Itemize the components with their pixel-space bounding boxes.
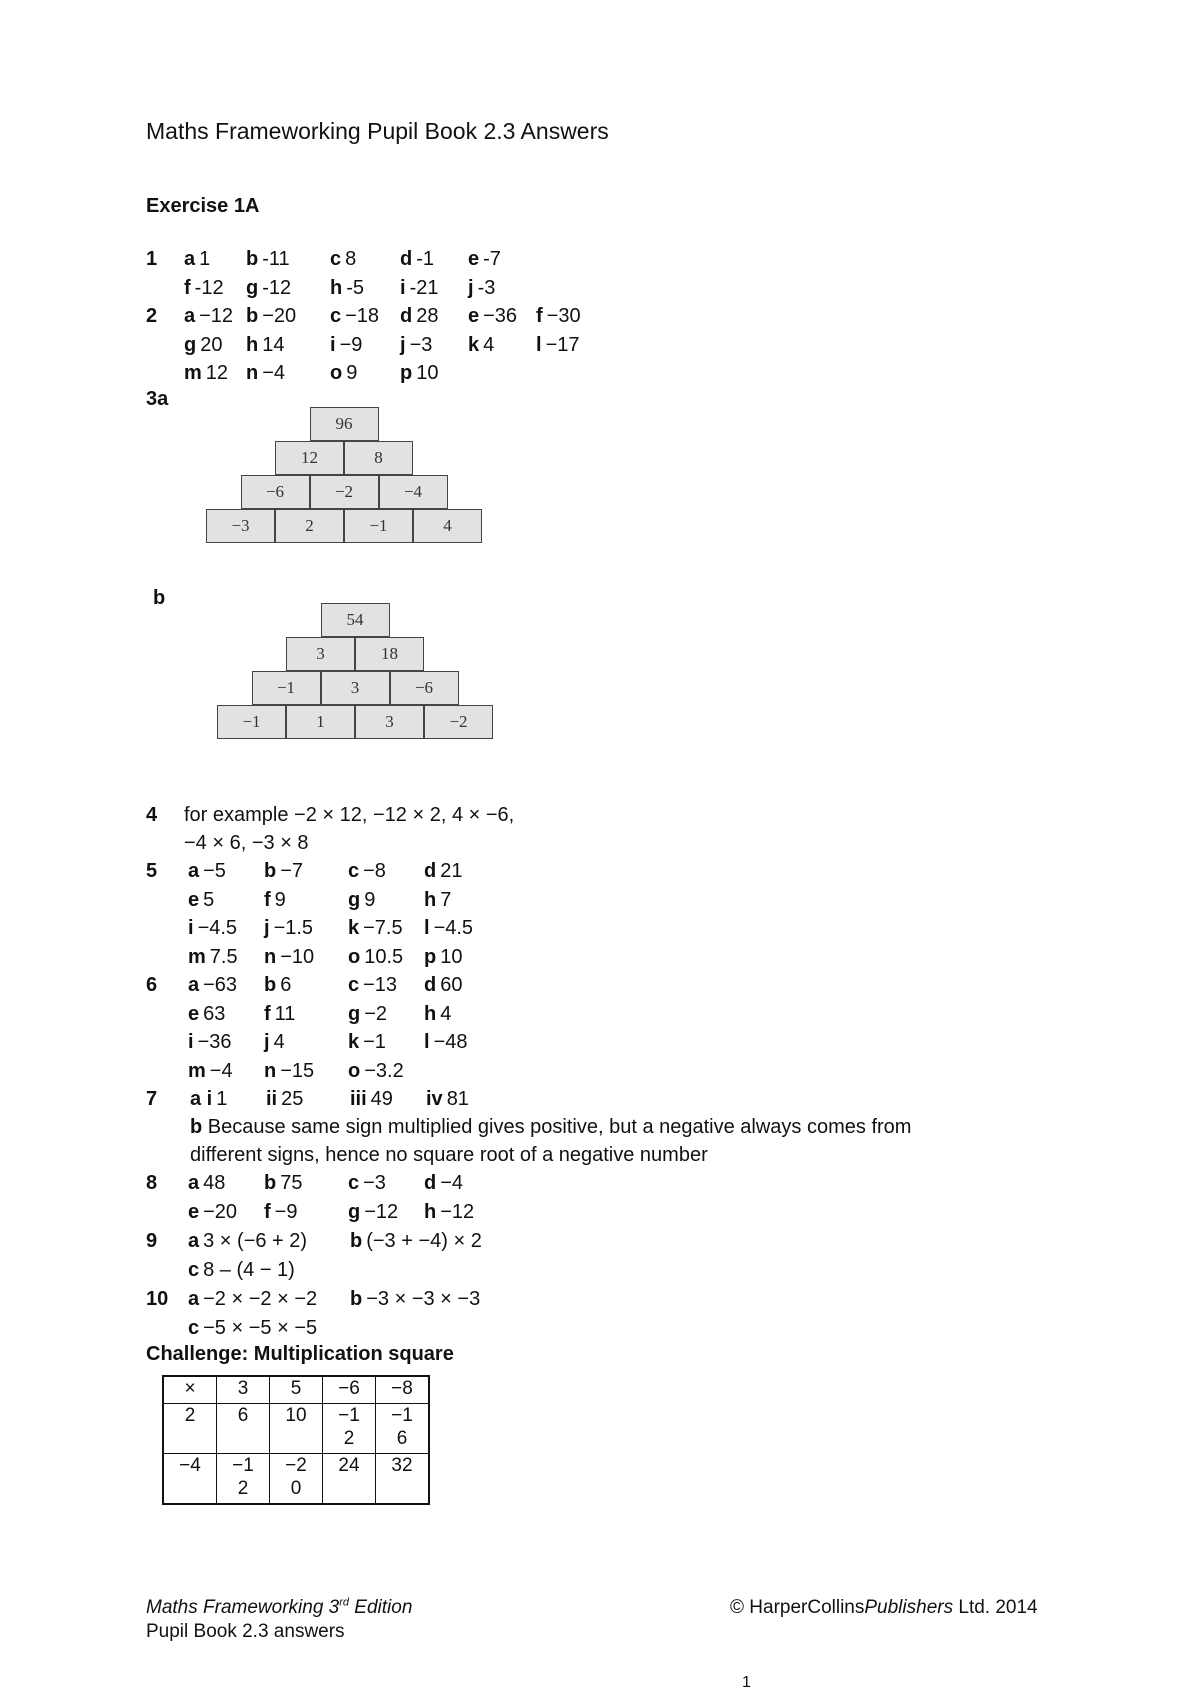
- answer-value: −5 × −5 × −5: [203, 1316, 318, 1339]
- answer-item: [424, 860, 462, 883]
- answer-item: [348, 1031, 386, 1054]
- answer-item: [424, 1172, 463, 1195]
- answer-item: [330, 277, 364, 300]
- answer-value: −8: [363, 860, 386, 882]
- answer-value: 20: [200, 333, 223, 356]
- part-label: h: [424, 1200, 437, 1223]
- answer-value: 9: [274, 888, 286, 911]
- part-label: o: [348, 945, 361, 968]
- part-label: j: [400, 333, 406, 356]
- part-label: d: [424, 974, 437, 996]
- answer-value: −48: [433, 1031, 468, 1053]
- answer-value: -3: [477, 276, 496, 299]
- answer-item: [424, 889, 451, 912]
- answer-value: −3.2: [364, 1059, 404, 1082]
- part-label: b: [264, 974, 277, 996]
- part-label: f: [536, 305, 543, 327]
- answer-item: [264, 946, 314, 969]
- answer-value: −13: [363, 974, 398, 996]
- part-label: b: [264, 860, 277, 882]
- answer-item: [246, 277, 291, 300]
- part-label: c: [330, 248, 342, 270]
- answer-value: 63: [203, 1002, 226, 1025]
- answer-value: 1: [199, 248, 211, 270]
- answer-value: 6: [280, 974, 292, 996]
- question-number: 6: [146, 974, 158, 996]
- answer-item: [348, 1172, 386, 1195]
- part-label: k: [468, 333, 480, 356]
- answer-item: [264, 889, 286, 912]
- answer-value: -12: [262, 276, 292, 299]
- pyramid-brick: 12: [275, 441, 344, 475]
- table-cell: [270, 1454, 323, 1505]
- answer-item: [188, 1230, 307, 1253]
- answer-item: [264, 917, 313, 940]
- part-label: b: [246, 305, 259, 327]
- answer-value: 10.5: [364, 945, 404, 968]
- answer-item: [188, 1172, 225, 1195]
- part-label: b: [190, 1116, 203, 1138]
- part-label: n: [246, 362, 259, 384]
- wrapped-value: −20: [285, 1455, 307, 1499]
- answer-item: [424, 1031, 468, 1054]
- answer-item: [426, 1088, 469, 1111]
- part-label: l: [424, 917, 430, 939]
- answer-value: 21: [440, 860, 463, 882]
- answer-value: 28: [416, 305, 439, 327]
- pyramid-brick: 1: [286, 705, 355, 739]
- answer-value: 1: [216, 1088, 228, 1110]
- answer-item: [246, 362, 285, 385]
- answer-item: [264, 860, 303, 883]
- answer-value: 12: [205, 362, 229, 384]
- part-label: e: [188, 888, 200, 911]
- document-title: Maths Frameworking Pupil Book 2.3 Answers: [146, 118, 609, 144]
- part-label: a i: [190, 1088, 213, 1110]
- answer-text: Because same sign multiplied gives positive, but a negative always comes from: [207, 1116, 912, 1138]
- table-cell: −6: [323, 1376, 376, 1404]
- part-label: e: [468, 248, 480, 270]
- pyramid-brick: −6: [390, 671, 459, 705]
- answer-value: 4: [273, 1031, 285, 1053]
- pyramid-brick: −1: [252, 671, 321, 705]
- answer-value: −12: [364, 1200, 399, 1223]
- answer-item: [348, 946, 403, 969]
- answer-item: [400, 305, 438, 328]
- answer-item: [184, 334, 222, 357]
- answer-item: [468, 277, 495, 300]
- copyright-year: Ltd. 2014: [953, 1597, 1038, 1618]
- part-label: f: [264, 1002, 271, 1025]
- part-label: ii: [266, 1088, 278, 1110]
- answer-item: [468, 334, 494, 357]
- exercise-heading: Exercise 1A: [146, 195, 260, 217]
- pyramid-brick: 96: [310, 407, 379, 441]
- pyramid-brick: −3: [206, 509, 275, 543]
- answer-value: −3: [363, 1172, 386, 1194]
- part-label: k: [348, 917, 360, 939]
- answer-item: [348, 917, 403, 940]
- answer-item: [424, 974, 462, 997]
- part-label: e: [188, 1002, 200, 1025]
- table-cell: 32: [376, 1454, 430, 1505]
- part-label: k: [348, 1031, 360, 1053]
- answer-value: 14: [262, 333, 285, 356]
- answer-value: (−3 + −4) × 2: [366, 1230, 482, 1252]
- challenge-heading: Challenge: Multiplication square: [146, 1343, 454, 1365]
- answer-item: [424, 1201, 474, 1224]
- answer-value: 9: [364, 888, 376, 911]
- answer-value: −9: [274, 1200, 298, 1223]
- footer-book-sup: rd: [339, 1597, 350, 1609]
- part-label: f: [264, 888, 271, 911]
- question-number: 8: [146, 1172, 158, 1194]
- part-label: p: [424, 945, 437, 968]
- pyramid-brick: −6: [241, 475, 310, 509]
- wrapped-value: −12: [232, 1455, 254, 1499]
- answer-value: −2 × −2 × −2: [203, 1288, 318, 1310]
- answer-value: 25: [281, 1088, 304, 1110]
- part-label: j: [468, 276, 474, 299]
- answer-item: [330, 334, 362, 357]
- part-label: c: [188, 1316, 200, 1339]
- answer-item: [188, 946, 238, 969]
- part-label: j: [264, 1031, 270, 1053]
- answer-item: [188, 889, 214, 912]
- pyramid-brick: −2: [424, 705, 493, 739]
- pyramid-brick: −1: [344, 509, 413, 543]
- footer-book: Maths Frameworking 3: [146, 1597, 340, 1619]
- part-label: d: [400, 305, 413, 327]
- page-number: 1: [742, 1674, 751, 1691]
- part-label: a: [188, 1288, 200, 1310]
- answer-item: [348, 974, 397, 997]
- part-label: h: [246, 333, 259, 356]
- question-number: 1: [146, 248, 158, 270]
- part-label: g: [348, 1200, 361, 1223]
- part-label: a: [184, 248, 196, 270]
- table-cell: [376, 1404, 430, 1454]
- part-label: j: [264, 917, 270, 939]
- answer-value: 5: [203, 888, 215, 911]
- table-cell: 2: [163, 1404, 217, 1454]
- multiplication-square: [162, 1375, 430, 1505]
- question-number: 10: [146, 1288, 169, 1310]
- answer-item: [188, 1060, 233, 1083]
- answer-text: [190, 1116, 911, 1139]
- part-label: m: [188, 1059, 206, 1082]
- answer-item: [424, 946, 462, 969]
- part-label: b: [350, 1288, 363, 1310]
- answer-item: [348, 1201, 398, 1224]
- answer-text: −4 × 6, −3 × 8: [184, 832, 309, 854]
- part-label: n: [264, 1059, 277, 1082]
- answer-value: −7.5: [363, 917, 403, 939]
- table-cell: ×: [163, 1376, 217, 1404]
- part-label: a: [188, 1230, 200, 1252]
- answer-value: −30: [546, 305, 581, 327]
- part-label: c: [330, 305, 342, 327]
- answer-value: −7: [280, 860, 304, 882]
- answer-text: different signs, hence no square root of a negative number: [190, 1144, 708, 1166]
- answer-value: −4: [262, 362, 286, 384]
- answer-item: [264, 1003, 295, 1026]
- pyramid-brick: −2: [310, 475, 379, 509]
- answer-item: [424, 1003, 451, 1026]
- answer-item: [348, 860, 386, 883]
- question-number: 3a: [146, 388, 169, 410]
- part-label: g: [184, 333, 197, 356]
- answer-value: −5: [203, 860, 226, 882]
- answer-item: [188, 1259, 295, 1282]
- answer-item: [184, 277, 224, 300]
- answer-value: -12: [194, 276, 224, 299]
- answer-value: 10: [416, 362, 439, 384]
- question-number: 4: [146, 804, 158, 826]
- answer-item: [536, 334, 580, 357]
- answer-value: 3 × (−6 + 2): [203, 1230, 308, 1252]
- answer-item: [190, 1088, 227, 1111]
- part-label: b: [153, 587, 166, 609]
- answer-item: [424, 917, 473, 940]
- answer-item: [188, 1003, 225, 1026]
- answer-value: −4: [440, 1172, 464, 1194]
- answer-value: −10: [280, 945, 315, 968]
- answer-value: −9: [339, 333, 363, 356]
- answer-value: 11: [274, 1002, 296, 1025]
- part-label: m: [184, 362, 202, 384]
- table-cell: 6: [217, 1404, 270, 1454]
- pyramid-brick: 4: [413, 509, 482, 543]
- answer-item: [188, 860, 226, 883]
- answer-item: [246, 334, 284, 357]
- answer-item: [188, 1031, 232, 1054]
- footer-book-title: [146, 1597, 412, 1619]
- answer-value: −2: [364, 1002, 388, 1025]
- answer-item: [468, 248, 501, 271]
- answer-item: [468, 305, 517, 328]
- copyright-publishers: Publishers: [864, 1597, 954, 1618]
- answer-value: −20: [262, 305, 297, 327]
- footer-subtitle: Pupil Book 2.3 answers: [146, 1621, 345, 1642]
- answer-value: 8 – (4 − 1): [203, 1258, 295, 1281]
- part-label: i: [400, 276, 406, 299]
- question-number: 9: [146, 1230, 158, 1252]
- part-label: e: [188, 1200, 200, 1223]
- part-label: iv: [426, 1088, 443, 1110]
- answer-item: [350, 1088, 393, 1111]
- answer-value: −4.5: [197, 917, 238, 939]
- question-number: 5: [146, 860, 158, 882]
- part-label: n: [264, 945, 277, 968]
- answer-item: [264, 974, 291, 997]
- part-label: p: [400, 362, 413, 384]
- answer-value: −1: [363, 1031, 386, 1053]
- answer-value: 60: [440, 974, 463, 996]
- answer-item: [188, 974, 237, 997]
- part-label: f: [264, 1200, 271, 1223]
- answer-item: [188, 917, 237, 940]
- part-label: g: [348, 1002, 361, 1025]
- table-cell: [323, 1404, 376, 1454]
- pyramid-brick: 54: [321, 603, 390, 637]
- answer-value: 8: [345, 248, 357, 270]
- answer-item: [246, 248, 290, 271]
- question-number: 2: [146, 305, 158, 327]
- part-label: a: [184, 305, 196, 327]
- part-label: b: [264, 1172, 277, 1194]
- wrapped-value: −12: [338, 1405, 360, 1449]
- wrapped-value: −16: [391, 1405, 413, 1449]
- answer-item: [348, 1060, 404, 1083]
- answer-value: 7: [440, 888, 452, 911]
- answer-value: −36: [197, 1031, 232, 1053]
- answer-value: −12: [199, 305, 234, 327]
- answer-value: -7: [483, 248, 501, 270]
- answer-item: [330, 305, 379, 328]
- answer-value: −1.5: [273, 917, 314, 939]
- answer-value: −4: [209, 1059, 233, 1082]
- answer-item: [264, 1201, 297, 1224]
- part-label: a: [188, 1172, 200, 1194]
- part-label: c: [348, 1172, 360, 1194]
- part-label: d: [424, 860, 437, 882]
- answer-item: [264, 1172, 302, 1195]
- answer-value: 10: [440, 945, 463, 968]
- part-label: e: [468, 305, 480, 327]
- answer-value: −36: [483, 305, 518, 327]
- table-cell: 24: [323, 1454, 376, 1505]
- part-label: i: [188, 1031, 194, 1053]
- answer-item: [184, 305, 233, 328]
- answer-item: [400, 248, 434, 271]
- footer-book-tail: Edition: [349, 1597, 413, 1619]
- answer-item: [188, 1288, 317, 1311]
- answer-item: [264, 1031, 285, 1054]
- answer-item: [330, 248, 356, 271]
- answer-item: [264, 1060, 314, 1083]
- part-label: b: [246, 248, 259, 270]
- answer-value: −63: [203, 974, 238, 996]
- answer-value: −18: [345, 305, 380, 327]
- table-cell: −4: [163, 1454, 217, 1505]
- table-cell: −8: [376, 1376, 430, 1404]
- table-cell: 10: [270, 1404, 323, 1454]
- answer-value: 4: [483, 333, 495, 356]
- part-label: g: [246, 276, 259, 299]
- pyramid-brick: 18: [355, 637, 424, 671]
- answer-value: -5: [346, 276, 365, 299]
- answer-value: −3: [409, 333, 433, 356]
- answer-value: 48: [203, 1172, 226, 1194]
- answer-value: 81: [446, 1088, 469, 1110]
- answer-value: −20: [203, 1200, 238, 1223]
- part-label: a: [188, 860, 200, 882]
- answer-value: −4.5: [433, 917, 474, 939]
- part-label: l: [424, 1031, 430, 1053]
- answer-item: [350, 1288, 480, 1311]
- answer-text: for example −2 × 12, −12 × 2, 4 × −6,: [184, 804, 515, 826]
- answer-item: [348, 889, 375, 912]
- part-label: b: [350, 1230, 363, 1252]
- answer-item: [400, 362, 438, 385]
- part-label: o: [348, 1059, 361, 1082]
- answer-value: −12: [440, 1200, 475, 1223]
- answer-item: [246, 305, 296, 328]
- answer-item: [188, 1317, 317, 1340]
- answer-value: −15: [280, 1059, 315, 1082]
- pyramid-brick: 3: [355, 705, 424, 739]
- question-number: 7: [146, 1088, 158, 1110]
- answer-item: [400, 277, 438, 300]
- answer-item: [400, 334, 432, 357]
- answer-value: −3 × −3 × −3: [366, 1288, 481, 1310]
- answer-item: [266, 1088, 303, 1111]
- part-label: i: [330, 333, 336, 356]
- answer-item: [348, 1003, 387, 1026]
- part-label: h: [330, 276, 343, 299]
- pyramid-brick: −4: [379, 475, 448, 509]
- answer-value: 49: [370, 1088, 393, 1110]
- answer-item: [188, 1201, 237, 1224]
- pyramid-brick: 3: [286, 637, 355, 671]
- answer-item: [184, 362, 228, 385]
- pyramid-brick: −1: [217, 705, 286, 739]
- part-label: l: [536, 333, 542, 356]
- answer-value: 9: [346, 362, 358, 384]
- part-label: c: [348, 974, 360, 996]
- part-label: f: [184, 276, 191, 299]
- part-label: h: [424, 1002, 437, 1025]
- part-label: g: [348, 888, 361, 911]
- part-label: i: [188, 917, 194, 939]
- answer-item: [184, 248, 210, 271]
- table-cell: 3: [217, 1376, 270, 1404]
- pyramid-brick: 2: [275, 509, 344, 543]
- answer-value: -21: [409, 276, 439, 299]
- table-cell: [217, 1454, 270, 1505]
- answer-value: 75: [280, 1172, 303, 1194]
- part-label: o: [330, 362, 343, 384]
- part-label: c: [348, 860, 360, 882]
- part-label: a: [188, 974, 200, 996]
- pyramid-brick: 8: [344, 441, 413, 475]
- part-label: iii: [350, 1088, 367, 1110]
- answer-value: 4: [440, 1002, 452, 1025]
- part-label: m: [188, 945, 206, 968]
- answer-item: [330, 362, 357, 385]
- copyright-text: © HarperCollins: [730, 1597, 865, 1618]
- answer-item: [536, 305, 581, 328]
- table-cell: 5: [270, 1376, 323, 1404]
- part-label: c: [188, 1258, 200, 1281]
- part-label: d: [424, 1172, 437, 1194]
- pyramid-brick: 3: [321, 671, 390, 705]
- answer-value: -11: [262, 248, 290, 270]
- footer-copyright: [730, 1597, 1038, 1619]
- answer-value: 7.5: [209, 945, 238, 968]
- answer-item: [350, 1230, 482, 1253]
- part-label: h: [424, 888, 437, 911]
- answer-value: −17: [545, 333, 580, 356]
- answer-value: -1: [416, 248, 435, 270]
- part-label: d: [400, 248, 413, 270]
